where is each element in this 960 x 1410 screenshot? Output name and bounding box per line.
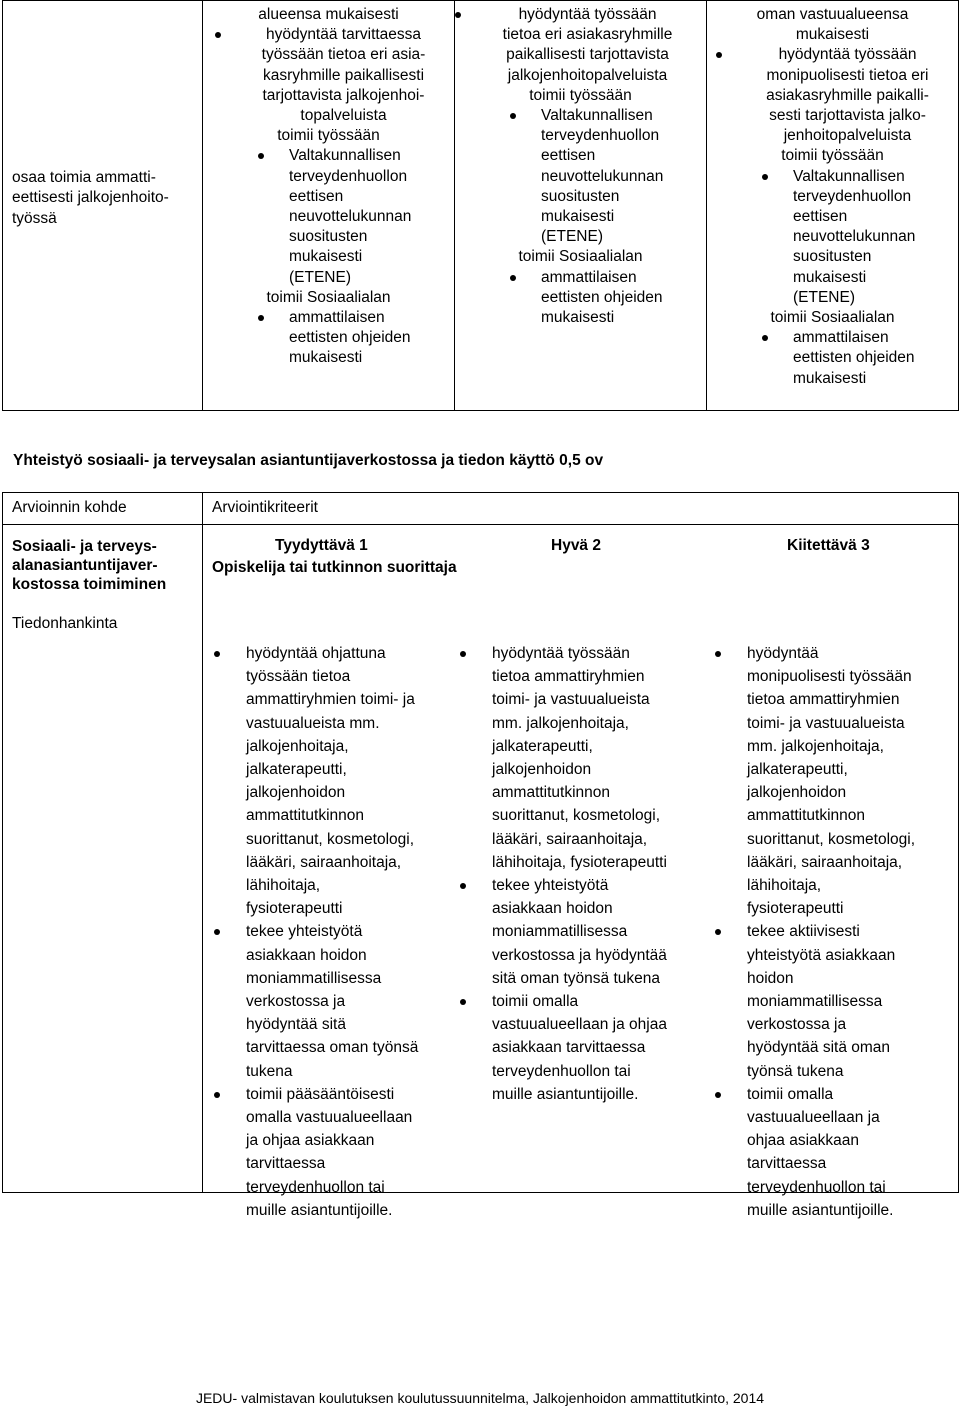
bullet-line: topalveluista: [300, 107, 387, 125]
bullet-icon: [715, 651, 721, 657]
criteria-line: jalkaterapeutti,: [747, 761, 848, 779]
sub-bullet-item: [203, 146, 454, 287]
criteria-line: lähihoitaja,: [747, 877, 822, 895]
criteria-line: asiakkaan hoidon: [492, 900, 613, 918]
level-good: Hyvä 2: [551, 537, 601, 554]
criteria-line: fysioterapeutti: [246, 900, 343, 918]
acts-line: toimii työssään: [781, 147, 884, 165]
criteria-line: mm. jalkojenhoitaja,: [747, 737, 884, 755]
page-footer: JEDU- valmistavan koulutuksen koulutussuunnitelma, Jalkojenhoidon ammattitutkinto, 2014: [195, 1390, 765, 1406]
bullet-icon: [214, 651, 220, 657]
bottom-criteria-table: [2, 492, 959, 1219]
sub-bullet-line: suositusten: [289, 228, 368, 246]
criteria-line: työnsä tukena: [747, 1062, 844, 1080]
sub-bullet-line: eettisen: [793, 208, 848, 226]
criteria-line: ammattitutkinnon: [246, 807, 365, 825]
sub-bullet-line: suositusten: [793, 248, 872, 266]
criteria-line: toimii pääsääntöisesti: [246, 1085, 395, 1103]
criteria-bullet-item: [455, 990, 705, 1106]
criteria-line: vastuualueista mm.: [246, 714, 380, 732]
sub-bullet-item: [455, 268, 706, 329]
sub-bullet-line: eettisen: [289, 187, 344, 205]
sub-bullet-line: Valtakunnallisen: [289, 147, 401, 165]
sub-bullet-line: ammattilaisen: [793, 329, 889, 347]
bullet-line: tietoa eri asiakasryhmille: [502, 26, 673, 44]
target-title-line: kostossa toimiminen: [12, 576, 167, 593]
sub-bullet-line: terveydenhuollon: [541, 127, 660, 145]
criteria-line: tietoa ammattiryhmien: [747, 691, 900, 709]
row-label-line: työssä: [12, 209, 57, 227]
criteria-cell: [203, 525, 959, 1219]
sub-bullet-line: mukaisesti: [793, 369, 867, 387]
criteria-line: ammattitutkinnon: [747, 807, 866, 825]
criteria-line: hyödyntää: [747, 645, 819, 662]
top-criteria-table: [2, 0, 959, 411]
sub-bullet-line: Valtakunnallisen: [793, 167, 905, 185]
bullet-icon: [455, 12, 461, 18]
criteria-line: verkostossa ja: [246, 993, 346, 1011]
bullet-line: työssään tietoa eri asia-: [261, 46, 426, 64]
sub-bullet-line: neuvottelukunnan: [793, 228, 916, 246]
criteria-bullet-item: [705, 920, 959, 1082]
sub-bullet-line: mukaisesti: [289, 349, 363, 367]
criteria-line: terveydenhuollon tai: [747, 1178, 886, 1196]
criteria-line: moniammatillisessa: [747, 993, 883, 1011]
target-title-line: alanasiantuntijaver-: [12, 557, 158, 574]
row-label-cell: [3, 1, 203, 411]
criteria-line: fysioterapeutti: [747, 900, 844, 918]
sub-bullet-line: neuvottelukunnan: [289, 208, 412, 226]
criteria-line: muille asiantuntijoille.: [492, 1085, 639, 1103]
header-criteria-cell: [203, 493, 959, 525]
bullet-icon: [460, 883, 466, 889]
acts-line: toimii Sosiaalialan: [266, 288, 391, 306]
criteria-line: hyödyntää sitä oman: [747, 1039, 891, 1057]
criteria-line: suorittanut, kosmetologi,: [492, 807, 661, 825]
bullet-icon: [715, 1092, 721, 1098]
criteria-line: tekee aktiivisesti: [747, 923, 860, 941]
criteria-line: terveydenhuollon tai: [492, 1062, 631, 1080]
sub-bullet-line: mukaisesti: [793, 268, 867, 286]
bullet-icon: [214, 1092, 220, 1098]
main-bullet-item: [455, 5, 706, 86]
criteria-line: yhteistyötä asiakkaan: [747, 946, 896, 964]
sub-bullet-line: terveydenhuollon: [793, 187, 912, 205]
header-target-cell: [3, 493, 203, 525]
criteria-line: verkostossa ja hyödyntää: [492, 946, 667, 964]
criteria-line: toimi- ja vastuualueista: [747, 714, 905, 732]
criteria-line: ammattitutkinnon: [492, 784, 611, 802]
row-label: [3, 168, 202, 230]
bullet-line: tarjottavista jalkojenhoi-: [262, 86, 425, 104]
target-item: Tiedonhankinta: [12, 615, 118, 632]
criteria-line: mm. jalkojenhoitaja,: [492, 714, 629, 732]
criteria-line: ohjaa asiakkaan: [747, 1132, 860, 1150]
bullet-icon: [258, 315, 264, 321]
cell-head-line: mukaisesti: [795, 26, 870, 44]
criteria-line: sitä oman työnsä tukena: [492, 969, 661, 987]
sub-bullet-line: terveydenhuollon: [289, 167, 408, 185]
criteria-line: hyödyntää sitä: [246, 1016, 346, 1034]
criteria-line: ja ohjaa asiakkaan: [246, 1132, 375, 1150]
criteria-line: hoidon: [747, 969, 794, 987]
main-bullet-item: [203, 25, 454, 126]
sub-bullet-line: Valtakunnallisen: [541, 107, 653, 125]
bullet-icon: [460, 999, 466, 1005]
bullet-line: sesti tarjottavista jalko-: [769, 107, 926, 125]
criteria-line: tekee yhteistyötä: [492, 877, 609, 895]
sub-bullet-line: mukaisesti: [541, 208, 615, 226]
sub-bullet-line: (ETENE): [793, 288, 855, 306]
criteria-line: hyödyntää työssään: [492, 645, 630, 662]
acts-line: toimii Sosiaalialan: [770, 309, 895, 327]
cell-head-line: alueensa mukaisesti: [258, 6, 399, 23]
criteria-line: lääkäri, sairaanhoitaja,: [492, 830, 648, 848]
criteria-line: työssään tietoa: [246, 668, 351, 686]
acts-line: toimii työssään: [529, 86, 632, 104]
criteria-line: tekee yhteistyötä: [246, 923, 363, 941]
sub-bullet-line: eettisten ohjeiden: [289, 329, 411, 347]
criteria-line: jalkojenhoidon: [492, 761, 592, 779]
sub-bullet-line: eettisen: [541, 147, 596, 165]
sub-bullet-line: suositusten: [541, 187, 620, 205]
criteria-line: asiakkaan tarvittaessa: [492, 1039, 646, 1057]
bullet-line: jalkojenhoitopalveluista: [507, 66, 668, 84]
bullet-line: hyödyntää työssään: [778, 46, 917, 64]
header-target: Arvioinnin kohde: [12, 499, 127, 517]
criteria-line: lääkäri, sairaanhoitaja,: [747, 853, 903, 871]
bullet-line: asiakasryhmille paikalli-: [766, 86, 929, 104]
sub-bullet-line: (ETENE): [289, 268, 351, 286]
target-title-line: Sosiaali- ja terveys-: [12, 538, 157, 555]
criteria-bullet-item: [455, 642, 705, 874]
criteria-line: suorittanut, kosmetologi,: [246, 830, 415, 848]
criteria-line: jalkojenhoidon: [246, 784, 346, 802]
criteria-line: jalkaterapeutti,: [492, 737, 593, 755]
target-cell: [3, 525, 203, 1193]
sub-bullet-item: [707, 167, 958, 308]
criteria-line: omalla vastuualueellaan: [246, 1109, 413, 1127]
criteria-line: tarvittaessa oman työnsä: [246, 1039, 419, 1057]
criteria-line: vastuualueellaan ja: [747, 1109, 880, 1127]
criteria-bullet-item: [203, 642, 453, 920]
sub-bullet-line: ammattilaisen: [541, 268, 637, 286]
sub-bullet-line: eettisten ohjeiden: [793, 349, 915, 367]
criteria-line: muille asiantuntijoille.: [246, 1201, 393, 1219]
criteria-bullet-item: [203, 1083, 453, 1222]
sub-bullet-line: (ETENE): [541, 228, 603, 246]
cell-head-line: oman vastuualueensa: [756, 6, 909, 23]
top-cell-excellent: [707, 1, 959, 411]
criteria-line: verkostossa ja: [747, 1016, 847, 1034]
sub-bullet-line: neuvottelukunnan: [541, 167, 664, 185]
bullet-icon: [510, 275, 516, 281]
bullet-line: hyödyntää työssään: [518, 6, 657, 23]
criteria-line: lähihoitaja,: [246, 877, 321, 895]
criteria-line: moniammatillisessa: [492, 923, 628, 941]
performer-label: Opiskelija tai tutkinnon suorittaja: [212, 559, 457, 576]
row-label-line: osaa toimia ammatti-: [12, 168, 156, 186]
criteria-line: jalkojenhoidon: [747, 784, 847, 802]
criteria-line: terveydenhuollon tai: [246, 1178, 385, 1196]
criteria-line: ammattiryhmien toimi- ja: [246, 691, 415, 709]
criteria-line: toimi- ja vastuualueista: [492, 691, 650, 709]
sub-bullet-item: [707, 328, 958, 389]
top-cell-satisfactory: [203, 1, 455, 411]
criteria-bullet-item: [705, 642, 959, 920]
criteria-line: suorittanut, kosmetologi,: [747, 830, 916, 848]
criteria-line: tarvittaessa: [246, 1155, 326, 1173]
criteria-bullet-item: [705, 1083, 959, 1222]
sub-bullet-item: [203, 308, 454, 369]
bullet-icon: [762, 174, 768, 180]
sub-bullet-line: eettisten ohjeiden: [541, 288, 663, 306]
main-bullet-item: [707, 45, 958, 146]
criteria-line: jalkaterapeutti,: [246, 761, 347, 779]
level-satisfactory: Tyydyttävä 1: [275, 537, 368, 554]
criteria-line: lähihoitaja, fysioterapeutti: [492, 853, 667, 871]
criteria-line: jalkojenhoitaja,: [246, 737, 349, 755]
sub-bullet-line: ammattilaisen: [289, 309, 385, 327]
criteria-line: tukena: [246, 1062, 293, 1080]
section-heading: Yhteistyö sosiaali- ja terveysalan asiantuntijaverkostossa ja tiedon käyttö 0,5 ov: [13, 452, 604, 469]
row-label-line: eettisesti jalkojenhoito-: [12, 189, 169, 207]
criteria-line: moniammatillisessa: [246, 969, 382, 987]
header-criteria: Arviointikriteerit: [212, 499, 318, 517]
sub-bullet-item: [455, 106, 706, 247]
criteria-line: tietoa ammattiryhmien: [492, 668, 645, 686]
criteria-line: toimii omalla: [492, 993, 579, 1011]
sub-bullet-line: mukaisesti: [289, 248, 363, 266]
top-cell-good: [455, 1, 707, 411]
criteria-line: toimii omalla: [747, 1085, 834, 1103]
sub-bullet-line: mukaisesti: [541, 309, 615, 327]
bullet-line: kasryhmille paikallisesti: [262, 66, 425, 84]
criteria-bullet-item: [203, 920, 453, 1082]
criteria-line: tarvittaessa: [747, 1155, 827, 1173]
criteria-line: vastuualueellaan ja ohjaa: [492, 1016, 667, 1034]
level-excellent: Kiitettävä 3: [787, 537, 870, 554]
bullet-line: paikallisesti tarjottavista: [506, 46, 669, 64]
acts-line: toimii työssään: [277, 127, 380, 145]
criteria-line: hyödyntää ohjattuna: [246, 645, 386, 662]
criteria-line: monipuolisesti työssään: [747, 668, 912, 686]
bullet-icon: [460, 651, 466, 657]
acts-line: toimii Sosiaalialan: [518, 248, 643, 266]
bullet-line: monipuolisesti tietoa eri: [766, 66, 929, 84]
criteria-bullet-item: [455, 874, 705, 990]
criteria-line: muille asiantuntijoille.: [747, 1201, 894, 1219]
bullet-icon: [510, 113, 516, 119]
criteria-line: lääkäri, sairaanhoitaja,: [246, 853, 402, 871]
bullet-line: jenhoitopalveluista: [783, 127, 912, 145]
bullet-line: hyödyntää tarvittaessa: [265, 26, 422, 44]
criteria-line: asiakkaan hoidon: [246, 946, 367, 964]
